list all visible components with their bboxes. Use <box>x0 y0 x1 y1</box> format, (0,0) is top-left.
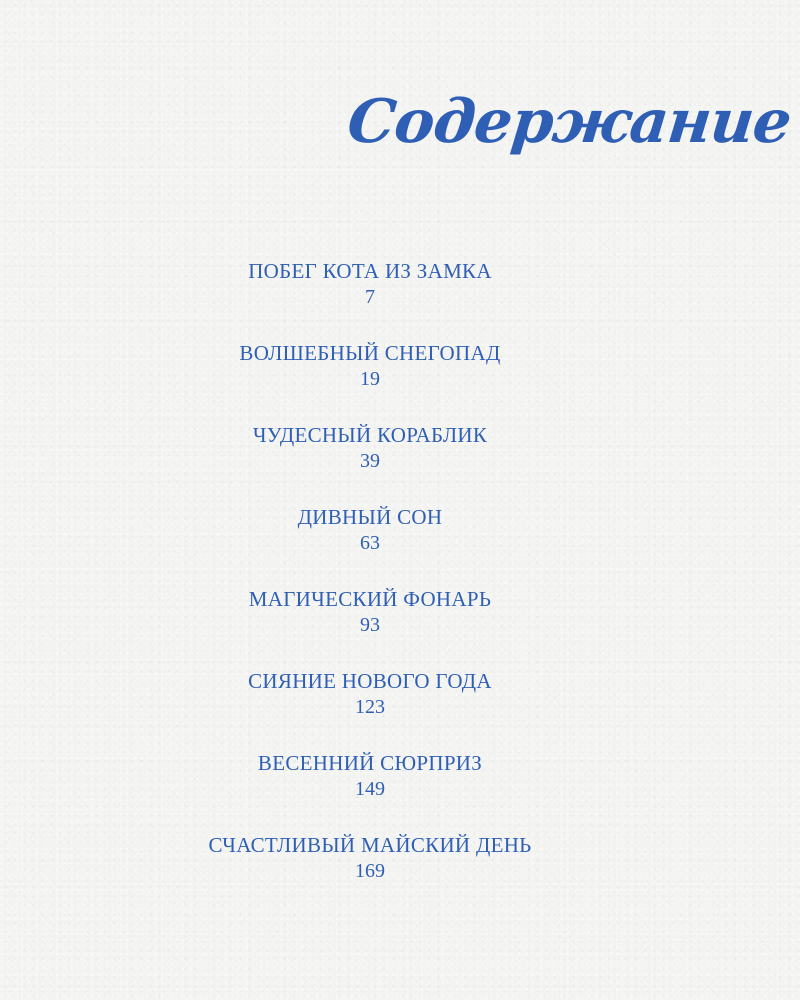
page-number: 169 <box>355 860 385 882</box>
chapter-title: ДИВНЫЙ СОН <box>297 505 443 529</box>
chapter-title: МАГИЧЕСКИЙ ФОНАРЬ <box>248 587 492 611</box>
toc-entry <box>0 750 740 832</box>
page-number: 19 <box>360 368 380 390</box>
page-number: 7 <box>365 286 375 308</box>
page-number: 39 <box>360 450 380 472</box>
chapter-title: ВОЛШЕБНЫЙ СНЕГОПАД <box>239 341 501 365</box>
toc-entry <box>0 504 740 586</box>
toc-entry <box>0 832 740 914</box>
table-of-contents <box>0 258 740 914</box>
page-number: 123 <box>355 696 385 718</box>
toc-entry <box>0 340 740 422</box>
chapter-title: ПОБЕГ КОТА ИЗ ЗАМКА <box>248 259 492 283</box>
chapter-title: ЧУДЕСНЫЙ КОРАБЛИК <box>252 423 488 447</box>
chapter-title: СЧАСТЛИВЫЙ МАЙСКИЙ ДЕНЬ <box>208 833 532 857</box>
page-title: Содержание <box>344 87 795 157</box>
chapter-title: СИЯНИЕ НОВОГО ГОДА <box>248 669 492 693</box>
page-number: 63 <box>360 532 380 554</box>
toc-entry <box>0 586 740 668</box>
page-number: 149 <box>355 778 385 800</box>
toc-entry <box>0 422 740 504</box>
page-number: 93 <box>360 614 380 636</box>
toc-entry <box>0 258 740 340</box>
toc-entry <box>0 668 740 750</box>
chapter-title: ВЕСЕННИЙ СЮРПРИЗ <box>257 751 483 775</box>
